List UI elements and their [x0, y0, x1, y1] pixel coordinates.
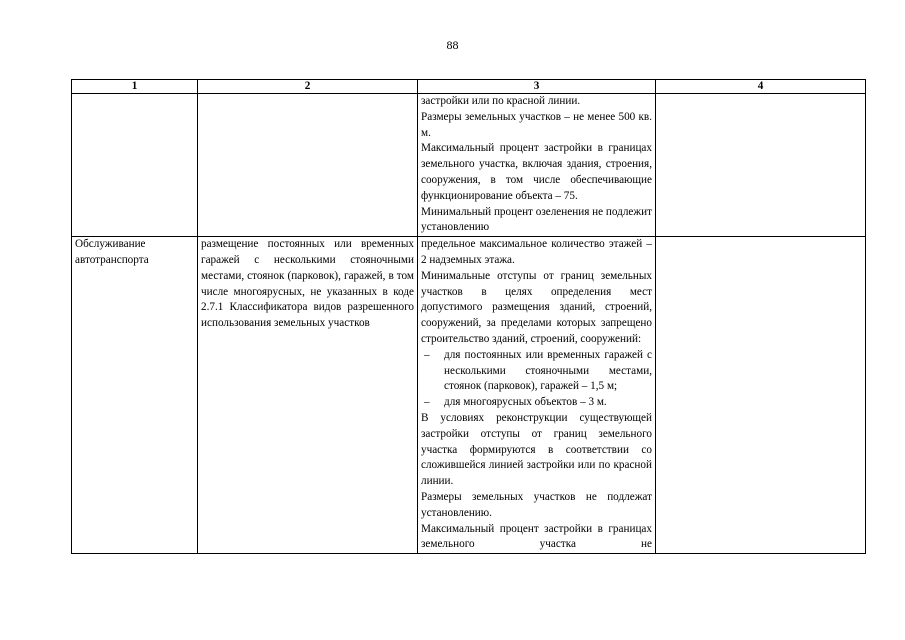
row1-col3-para: застройки или по красной линии.	[421, 95, 581, 107]
list-item	[421, 348, 652, 395]
table-row	[72, 94, 866, 237]
row1-col1	[72, 94, 198, 237]
row2-col3-para: Минимальные отступы от границ земельных участков в целях определения мест допустимого размещения зданий, строений, сооружений, за пределами которых запрещено строительство зданий, строений, сооружений:	[421, 269, 652, 345]
table-row	[72, 237, 866, 554]
row2-col2: размещение постоянных или временных гаражей с несколькими стояночными местами, стоянок (парковок), гаражей, в том числе многоярусных, не указанных в коде 2.7.1 Классификатора видов разрешенного использования земельных участков	[198, 237, 418, 554]
row1-col3-para: Минимальный процент озеленения не подлежит установлению	[421, 205, 652, 234]
row2-col3	[418, 237, 656, 554]
list-item-text: для многоярусных объектов – 3 м.	[444, 396, 607, 409]
row1-col2	[198, 94, 418, 237]
table-header-row	[72, 80, 866, 94]
row1-col4	[656, 94, 866, 237]
header-col-1: 1	[72, 80, 198, 94]
page-number: 88	[446, 38, 459, 52]
row2-col1: Обслуживание автотранспорта	[72, 237, 198, 554]
row2-col3-para: Размеры земельных участков не подлежат установлению.	[421, 490, 652, 519]
header-col-3: 3	[418, 80, 656, 94]
header-col-4: 4	[656, 80, 866, 94]
regulations-table	[71, 79, 866, 554]
row2-col4	[656, 237, 866, 554]
setback-list	[421, 348, 652, 411]
row1-col3-para: Размеры земельных участков – не менее 500 кв. м.	[421, 110, 652, 139]
list-item	[421, 395, 652, 411]
row1-col3	[418, 94, 656, 237]
dash-marker: –	[424, 348, 430, 361]
dash-marker: –	[424, 396, 430, 409]
row1-col3-para: Максимальный процент застройки в границах земельного участка, включая здания, строения, сооружения, в том числе обеспечивающие функционирование объекта – 75.	[421, 142, 652, 202]
header-col-2: 2	[198, 80, 418, 94]
list-item-text: для постоянных или временных гаражей с несколькими стояночными местами, стоянок (парковок), гаражей – 1,5 м;	[444, 348, 652, 393]
row2-col3-para: предельное максимальное количество этажей – 2 надземных этажа.	[421, 238, 652, 266]
row2-col3-para: Максимальный процент застройки в границах земельного участка не	[421, 522, 652, 551]
row2-col3-para: В условиях реконструкции существующей застройки отступы от границ земельного участка формируются в соответствии со сложившейся линией застройки или по красной линии.	[421, 411, 652, 488]
